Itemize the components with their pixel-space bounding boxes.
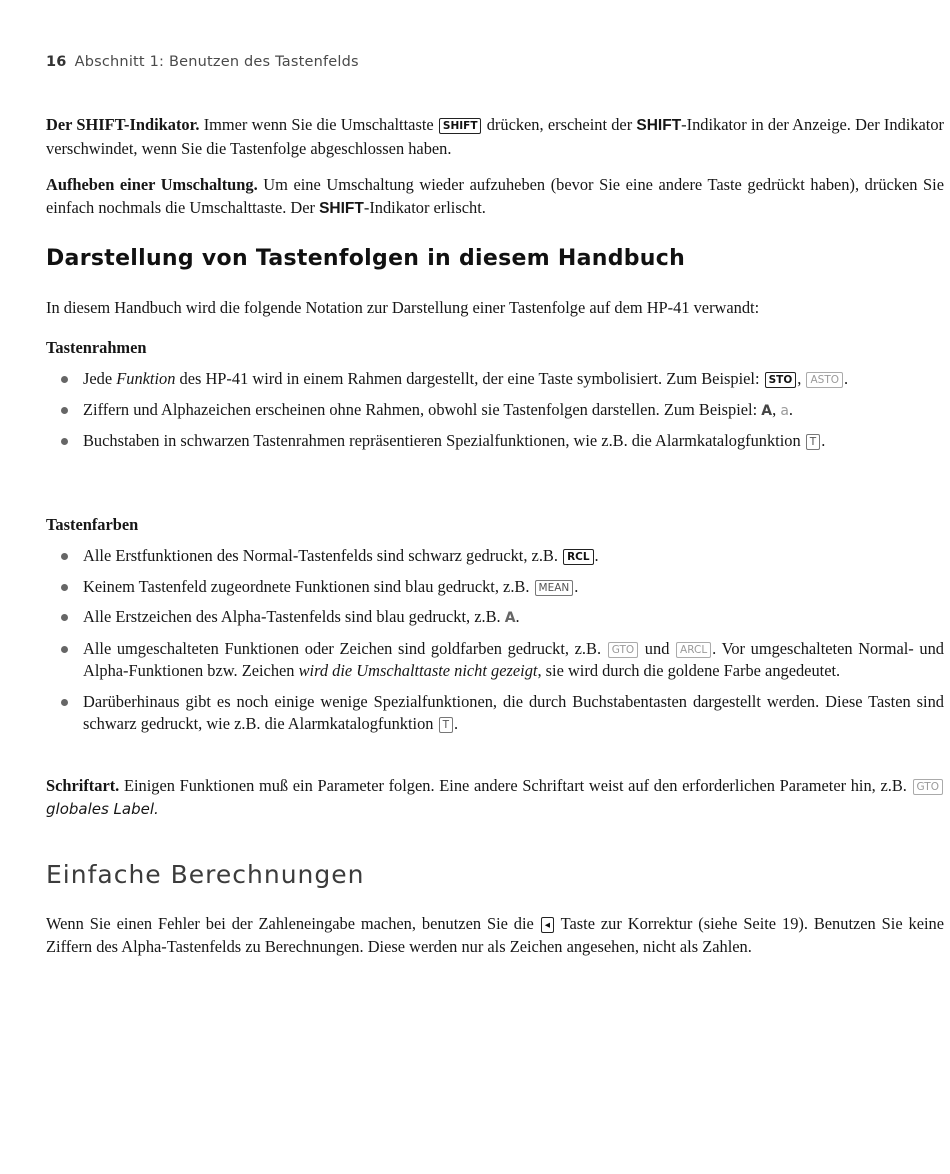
typeface-paragraph [46, 775, 944, 820]
list-item [46, 691, 944, 736]
calculations-paragraph [46, 913, 944, 958]
shift-indicator-paragraph [46, 114, 944, 160]
shift-indicator-text-2: drücken, erscheint der [482, 115, 637, 134]
notation-intro-text: In diesem Handbuch wird die folgende Notation zur Darstellung einer Tastenfolge auf dem HP-41 verwandt: [46, 298, 760, 317]
bullet-icon [61, 553, 68, 560]
bullet-icon [61, 407, 68, 414]
calc-text-1: Wenn Sie einen Fehler bei der Zahleneingabe machen, benutzen Sie die [46, 914, 540, 933]
shift-annunciator-2: SHIFT [319, 199, 364, 217]
typeface-lead: Schriftart. [46, 776, 120, 795]
kf-b1-t1: Jede [83, 369, 117, 388]
section-title: Abschnitt 1: Benutzen des Tastenfelds [74, 54, 359, 70]
key-colors-heading [46, 515, 944, 535]
kf-b1-t2: des HP-41 wird in einem Rahmen dargestellt, der eine Taste symbolisiert. Zum Beispiel: [175, 369, 764, 388]
kc-b2-end: . [574, 576, 579, 596]
shift-indicator-text-1: Immer wenn Sie die Umschalttaste [199, 115, 438, 134]
kf-b1-end: . [844, 369, 849, 388]
list-item [46, 606, 944, 630]
asto-key: ASTO [806, 372, 843, 388]
cancel-shift-text-1: Um eine Umschaltung wieder aufzuheben (bevor Sie eine andere Taste gedrückt haben), drücken Sie einfach nochmals die Umschalttaste. Der [46, 175, 944, 217]
running-header [46, 54, 359, 70]
rcl-key: RCL [563, 549, 593, 565]
cancel-shift-lead: Aufheben einer Umschaltung. [46, 175, 258, 194]
key-frames-heading [46, 338, 944, 358]
kc-b5-end: . [454, 714, 459, 733]
list-item [46, 638, 944, 683]
kf-b2-t1: Ziffern und Alphazeichen erscheinen ohne Rahmen, obwohl sie Tastenfolgen darstellen. Zum Beispiel: [83, 399, 762, 419]
kc-b4-mid: und [639, 638, 676, 658]
shift-indicator-text-3: -Indikator in der Anzeige. Der Indikator verschwindet, wenn Sie die Tastenfolge abgeschlossen haben. [46, 115, 944, 158]
shift-annunciator: SHIFT [636, 117, 682, 134]
kc-b3-t1: Alle Erstzeichen des Alpha-Tastenfelds sind blau gedruckt, z.B. [83, 607, 505, 626]
kc-b4-t2: . Vor umgeschalteten Normal- und Alpha-Funktionen bzw. Zeichen [83, 638, 944, 680]
key-frames-title: Tastenrahmen [46, 338, 147, 357]
gto-key-2: GTO [913, 779, 943, 795]
gto-key: GTO [608, 642, 638, 658]
alpha-upper-a: A [761, 402, 773, 419]
calculations-heading: Einfache Berechnungen [46, 860, 365, 889]
alpha-lower-a: a [780, 402, 789, 419]
alpha-blue-a: A [504, 610, 516, 626]
mean-key: MEAN [535, 580, 574, 596]
notation-intro [46, 297, 944, 320]
kc-b3-end: . [515, 607, 520, 626]
kf-b2-sep: , [772, 399, 781, 419]
section-heading-calculations [46, 860, 944, 889]
bullet-icon [61, 376, 68, 383]
kc-b5-t1: Darüberhinaus gibt es noch einige wenige Spezialfunktionen, die durch Buchstabentasten dargestellt werden. Diese Tasten sind schwarz gedruckt, wie z.B. die Alarmkatalogfunktion [83, 691, 944, 733]
alarm-catalog-key-2: T [439, 717, 453, 733]
kf-b2-end: . [788, 399, 794, 419]
kf-b1-em: Funktion [116, 369, 176, 388]
sto-key: STO [765, 372, 797, 388]
kc-b4-t3: , sie wird durch die goldene Farbe angedeutet. [537, 661, 841, 680]
bullet-icon [61, 584, 68, 591]
bullet-icon [61, 438, 68, 445]
kf-b3-t1: Buchstaben in schwarzen Tastenrahmen repräsentieren Spezialfunktionen, wie z.B. die Alarmkatalogfunktion [83, 431, 805, 450]
page-number: 16 [46, 54, 67, 70]
kf-b1-sep: , [797, 369, 806, 388]
kc-b4-em: wird die Umschalttaste nicht gezeigt [298, 661, 538, 680]
key-frames-list [46, 368, 944, 453]
calc-text-2: Taste zur Korrektur (siehe Seite 19). Benutzen Sie keine Ziffern des Alpha-Tastenfelds zu Berechnungen. Diese werden nur als Zeichen angesehen, nicht als Zahlen. [46, 914, 945, 956]
cancel-shift-paragraph [46, 174, 944, 220]
parameter-label: globales Label. [46, 799, 159, 818]
arcl-key: ARCL [676, 642, 711, 658]
shift-key: SHIFT [439, 118, 482, 134]
key-colors-title: Tastenfarben [46, 515, 139, 534]
kc-b4-t1: Alle umgeschalteten Funktionen oder Zeichen sind goldfarben gedruckt, z.B. [83, 638, 607, 658]
section-heading-notation [46, 246, 944, 271]
kf-b3-end: . [821, 431, 826, 450]
list-item [46, 545, 944, 568]
list-item [46, 368, 944, 391]
notation-heading: Darstellung von Tastenfolgen in diesem Handbuch [46, 246, 686, 271]
list-item [46, 399, 944, 423]
alarm-catalog-key: T [806, 434, 820, 450]
kc-b1-end: . [594, 546, 599, 565]
shift-indicator-lead: Der SHIFT-Indikator. [46, 115, 200, 134]
backspace-key-icon: ◂ [541, 917, 554, 933]
bullet-icon [61, 614, 68, 621]
kc-b2-t1: Keinem Tastenfeld zugeordnete Funktionen sind blau gedruckt, z.B. [83, 576, 534, 596]
key-colors-list [46, 545, 944, 736]
list-item [46, 430, 944, 453]
bullet-icon [61, 699, 68, 706]
bullet-icon [61, 646, 68, 653]
typeface-text: Einigen Funktionen muß ein Parameter folgen. Eine andere Schriftart weist auf den erforderlichen Parameter hin, z.B. [119, 776, 912, 795]
list-item [46, 576, 944, 599]
cancel-shift-text-2: -Indikator erlischt. [363, 197, 486, 217]
kc-b1-t1: Alle Erstfunktionen des Normal-Tastenfelds sind schwarz gedruckt, z.B. [83, 546, 563, 565]
